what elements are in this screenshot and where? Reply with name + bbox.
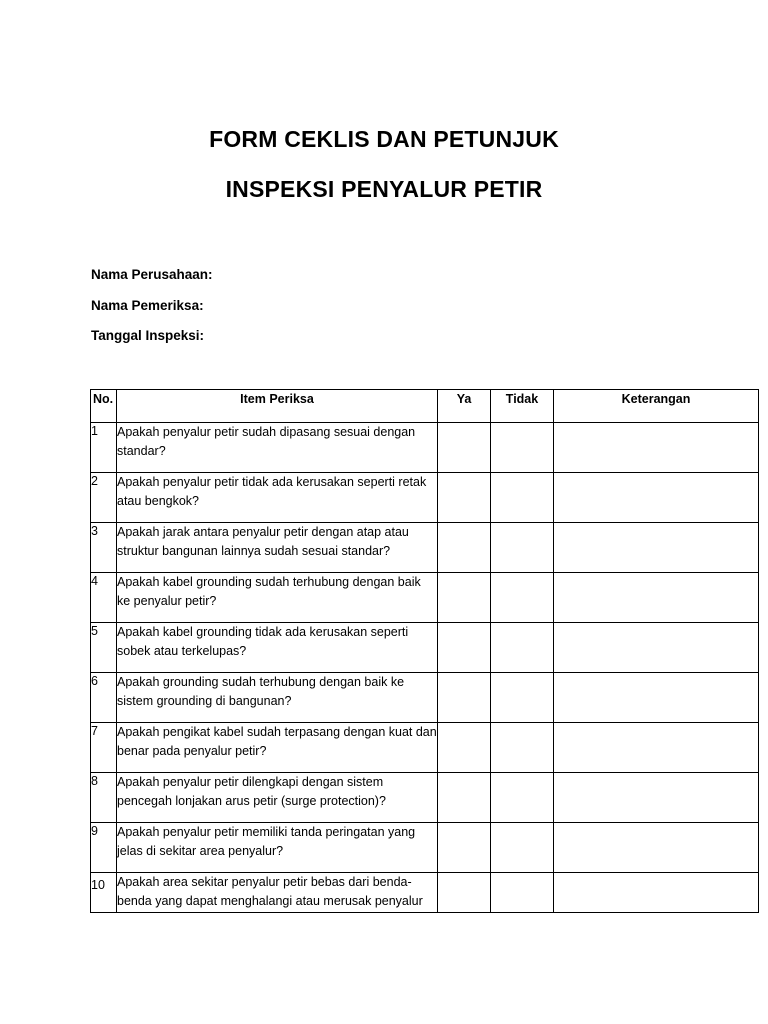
- table-row: [91, 573, 759, 623]
- row-item: Apakah penyalur petir dilengkapi dengan sistem pencegah lonjakan arus petir (surge protection)?: [117, 773, 438, 823]
- row-number: 1: [91, 423, 117, 473]
- yes-cell[interactable]: [438, 773, 491, 823]
- yes-cell[interactable]: [438, 523, 491, 573]
- remarks-cell[interactable]: [554, 823, 759, 873]
- row-item: Apakah jarak antara penyalur petir dengan atap atau struktur bangunan lainnya sudah sesuai standar?: [117, 523, 438, 573]
- no-cell[interactable]: [491, 523, 554, 573]
- no-cell[interactable]: [491, 673, 554, 723]
- table-row: [91, 623, 759, 673]
- row-item: Apakah pengikat kabel sudah terpasang dengan kuat dan benar pada penyalur petir?: [117, 723, 438, 773]
- row-item: Apakah kabel grounding sudah terhubung dengan baik ke penyalur petir?: [117, 573, 438, 623]
- header-no: No.: [91, 390, 117, 423]
- yes-cell[interactable]: [438, 423, 491, 473]
- inspection-date-label: Tanggal Inspeksi:: [91, 328, 205, 343]
- no-cell[interactable]: [491, 773, 554, 823]
- row-item: Apakah area sekitar penyalur petir bebas dari benda-benda yang dapat menghalangi atau merusak penyalur: [117, 873, 438, 913]
- inspector-name-label: Nama Pemeriksa:: [91, 298, 204, 313]
- yes-cell[interactable]: [438, 573, 491, 623]
- table-header-row: [91, 390, 759, 423]
- row-number: 2: [91, 473, 117, 523]
- row-item: Apakah grounding sudah terhubung dengan baik ke sistem grounding di bangunan?: [117, 673, 438, 723]
- table-row: [91, 673, 759, 723]
- remarks-cell[interactable]: [554, 623, 759, 673]
- row-item: Apakah penyalur petir tidak ada kerusakan seperti retak atau bengkok?: [117, 473, 438, 523]
- header-no-answer: Tidak: [491, 390, 554, 423]
- row-item: Apakah penyalur petir sudah dipasang sesuai dengan standar?: [117, 423, 438, 473]
- row-number: 6: [91, 673, 117, 723]
- remarks-cell[interactable]: [554, 773, 759, 823]
- no-cell[interactable]: [491, 473, 554, 523]
- form-title: FORM CEKLIS DAN PETUNJUK: [209, 126, 559, 152]
- remarks-cell[interactable]: [554, 723, 759, 773]
- row-item: Apakah penyalur petir memiliki tanda peringatan yang jelas di sekitar area penyalur?: [117, 823, 438, 873]
- yes-cell[interactable]: [438, 473, 491, 523]
- table-row: [91, 523, 759, 573]
- row-number: 5: [91, 623, 117, 673]
- company-name-label: Nama Perusahaan:: [91, 267, 213, 282]
- no-cell[interactable]: [491, 873, 554, 913]
- yes-cell[interactable]: [438, 623, 491, 673]
- row-item: Apakah kabel grounding tidak ada kerusakan seperti sobek atau terkelupas?: [117, 623, 438, 673]
- row-number: 10: [91, 873, 117, 913]
- row-number: 7: [91, 723, 117, 773]
- table-row: [91, 723, 759, 773]
- row-number: 8: [91, 773, 117, 823]
- table-row: [91, 773, 759, 823]
- table-row: [91, 473, 759, 523]
- remarks-cell[interactable]: [554, 523, 759, 573]
- remarks-cell[interactable]: [554, 573, 759, 623]
- table-row: [91, 423, 759, 473]
- no-cell[interactable]: [491, 423, 554, 473]
- row-number: 4: [91, 573, 117, 623]
- yes-cell[interactable]: [438, 873, 491, 913]
- no-cell[interactable]: [491, 623, 554, 673]
- remarks-cell[interactable]: [554, 423, 759, 473]
- yes-cell[interactable]: [438, 673, 491, 723]
- header-yes: Ya: [438, 390, 491, 423]
- yes-cell[interactable]: [438, 723, 491, 773]
- row-number: 3: [91, 523, 117, 573]
- no-cell[interactable]: [491, 723, 554, 773]
- form-subtitle: INSPEKSI PENYALUR PETIR: [225, 176, 543, 202]
- checklist-table: [90, 389, 759, 913]
- table-row: [91, 823, 759, 873]
- header-remarks: Keterangan: [554, 390, 759, 423]
- no-cell[interactable]: [491, 823, 554, 873]
- remarks-cell[interactable]: [554, 673, 759, 723]
- remarks-cell[interactable]: [554, 473, 759, 523]
- yes-cell[interactable]: [438, 823, 491, 873]
- no-cell[interactable]: [491, 573, 554, 623]
- row-number: 9: [91, 823, 117, 873]
- header-item: Item Periksa: [117, 390, 438, 423]
- table-row: [91, 873, 759, 913]
- remarks-cell[interactable]: [554, 873, 759, 913]
